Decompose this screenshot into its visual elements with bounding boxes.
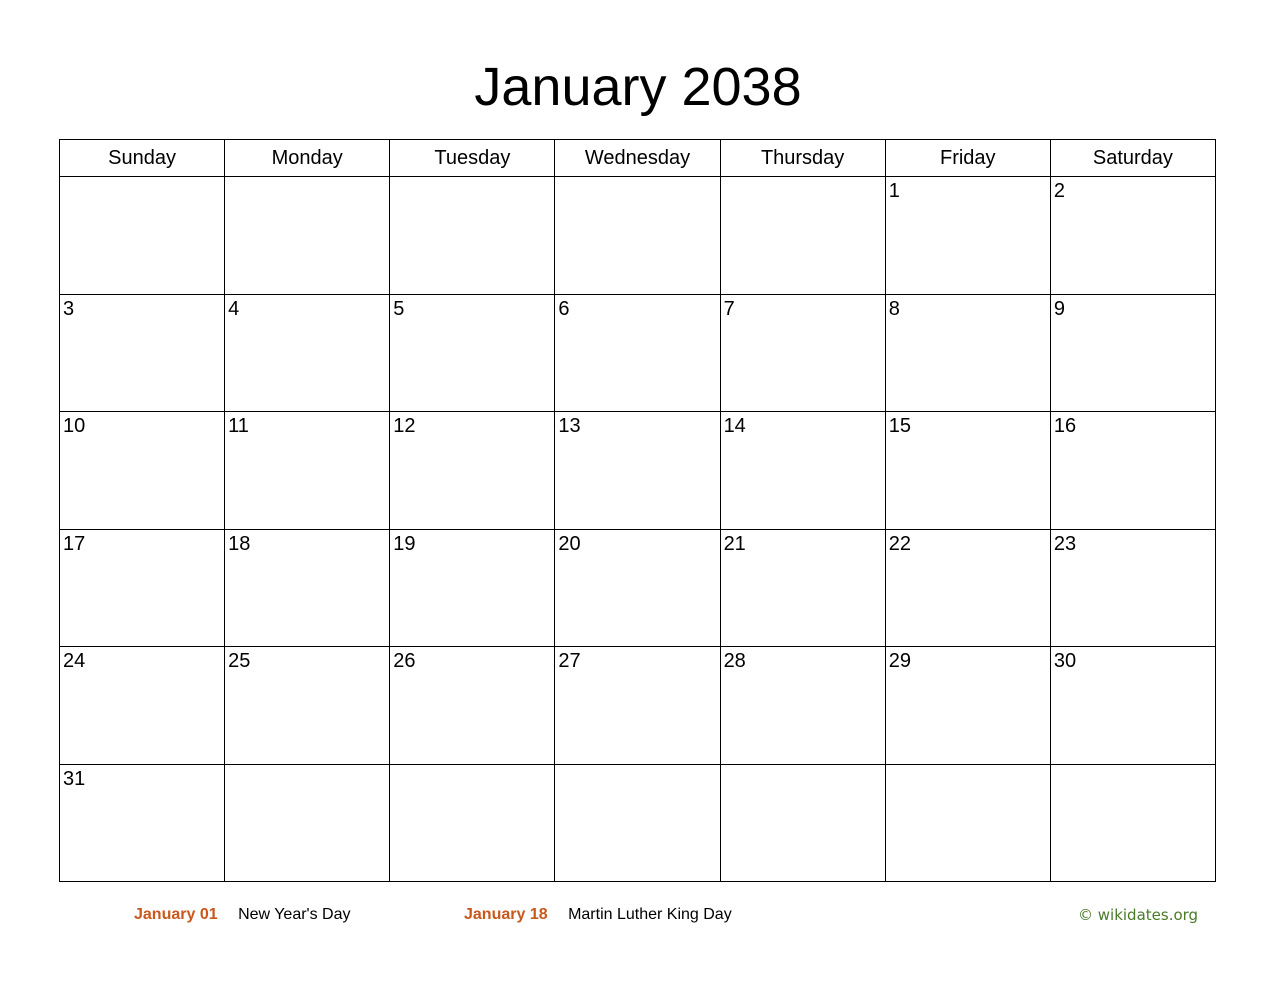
holiday-1 — [134, 904, 351, 926]
day-cell — [390, 177, 555, 295]
day-cell: 30 — [1051, 647, 1216, 765]
day-cell: 14 — [721, 412, 886, 530]
day-cell: 1 — [886, 177, 1051, 295]
day-cell — [225, 177, 390, 295]
day-cell: 22 — [886, 530, 1051, 648]
day-cell — [721, 765, 886, 883]
holiday-name: New Year's Day — [238, 906, 351, 923]
day-cell: 16 — [1051, 412, 1216, 530]
day-cell: 9 — [1051, 295, 1216, 413]
weekday-sunday: Sunday — [60, 140, 225, 177]
weekday-thursday: Thursday — [721, 140, 886, 177]
day-cell — [390, 765, 555, 883]
holiday-name: Martin Luther King Day — [568, 906, 732, 923]
day-cell: 29 — [886, 647, 1051, 765]
weekday-tuesday: Tuesday — [390, 140, 555, 177]
holiday-date: January 18 — [464, 906, 548, 923]
day-cell — [886, 765, 1051, 883]
day-cell: 19 — [390, 530, 555, 648]
day-cell — [555, 765, 720, 883]
holiday-2 — [464, 904, 732, 926]
day-cell — [1051, 765, 1216, 883]
day-cell: 7 — [721, 295, 886, 413]
day-cell: 24 — [60, 647, 225, 765]
weekday-wednesday: Wednesday — [555, 140, 720, 177]
day-cell — [721, 177, 886, 295]
day-cell: 13 — [555, 412, 720, 530]
day-cell — [555, 177, 720, 295]
day-cell: 25 — [225, 647, 390, 765]
day-cell: 8 — [886, 295, 1051, 413]
day-cell: 23 — [1051, 530, 1216, 648]
day-cell: 2 — [1051, 177, 1216, 295]
day-cell: 3 — [60, 295, 225, 413]
day-cell: 4 — [225, 295, 390, 413]
weekday-monday: Monday — [225, 140, 390, 177]
day-cell: 11 — [225, 412, 390, 530]
day-cell: 15 — [886, 412, 1051, 530]
day-cell: 20 — [555, 530, 720, 648]
site-credit[interactable]: © wikidates.org — [1078, 906, 1199, 924]
day-cell: 6 — [555, 295, 720, 413]
day-cell: 17 — [60, 530, 225, 648]
day-cell: 5 — [390, 295, 555, 413]
day-cell: 10 — [60, 412, 225, 530]
calendar-grid — [59, 139, 1216, 882]
day-cell: 27 — [555, 647, 720, 765]
calendar-title: January 2038 — [474, 57, 802, 117]
day-cell — [225, 765, 390, 883]
day-cell: 31 — [60, 765, 225, 883]
day-cell — [60, 177, 225, 295]
day-cell: 18 — [225, 530, 390, 648]
holiday-date: January 01 — [134, 906, 218, 923]
weekday-saturday: Saturday — [1051, 140, 1216, 177]
weekday-friday: Friday — [886, 140, 1051, 177]
day-cell: 21 — [721, 530, 886, 648]
day-cell: 28 — [721, 647, 886, 765]
day-cell: 26 — [390, 647, 555, 765]
day-cell: 12 — [390, 412, 555, 530]
